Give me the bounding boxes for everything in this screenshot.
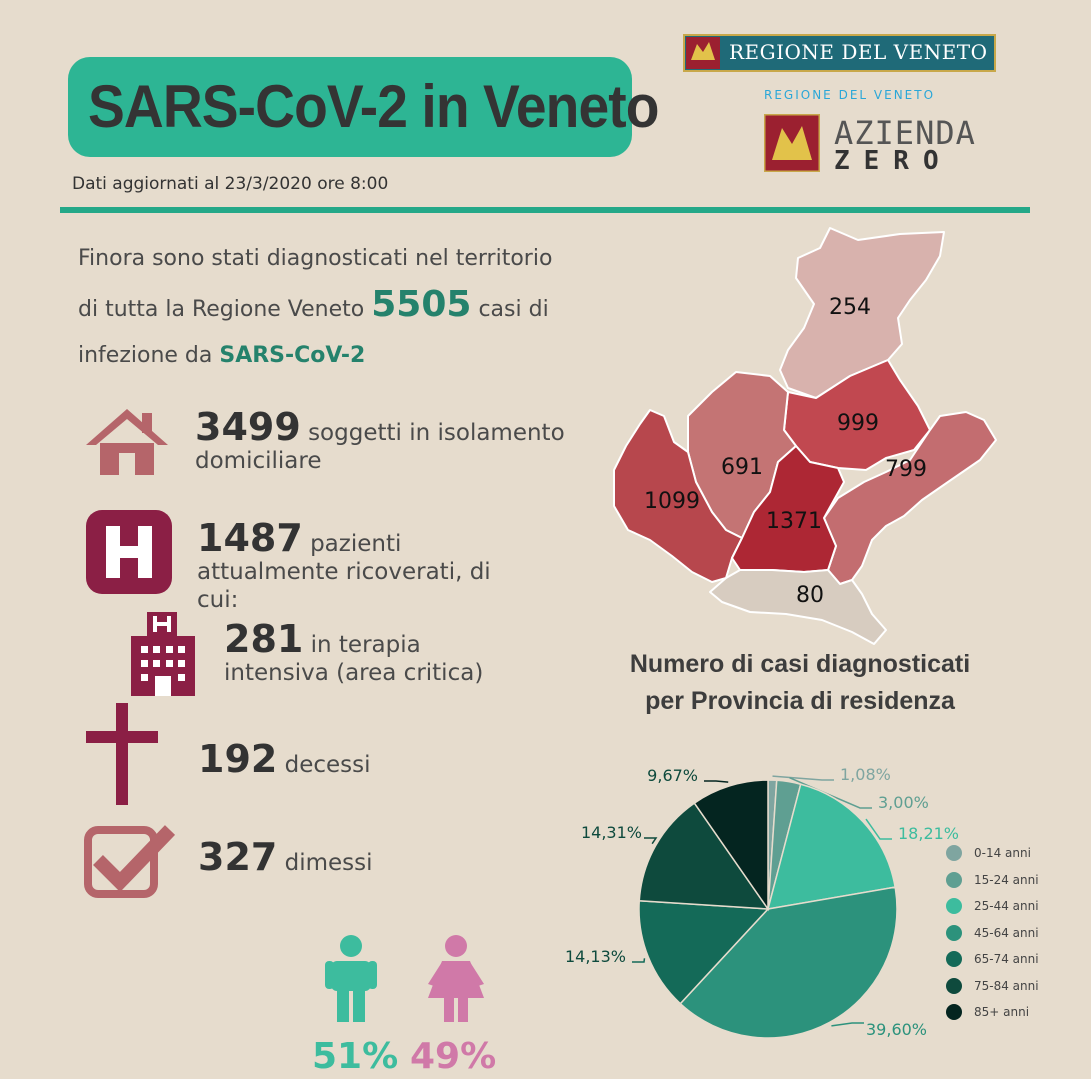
intro-line-3: infezione da SARS-CoV-2 bbox=[78, 343, 366, 368]
female-percentage: 49% bbox=[410, 1036, 497, 1077]
pie-label-45-64-anni: 39,60% bbox=[866, 1020, 928, 1039]
intro-line-1: Finora sono stati diagnosticati nel territorio bbox=[78, 246, 553, 271]
legend-item bbox=[946, 973, 1046, 1000]
legend-swatch bbox=[946, 872, 962, 888]
map-label-rovigo: 80 bbox=[796, 583, 824, 608]
regione-logo-text: REGIONE DEL VENETO bbox=[729, 40, 988, 64]
legend-item bbox=[946, 867, 1046, 894]
legend-swatch bbox=[946, 1004, 962, 1020]
pie-label-25-44-anni: 18,21% bbox=[898, 824, 960, 843]
legend-item bbox=[946, 840, 1046, 867]
pie-label-15-24-anni: 3,00% bbox=[878, 793, 929, 812]
checkmark-icon bbox=[84, 820, 176, 900]
pie-label-0-14-anni: 1,08% bbox=[840, 765, 891, 784]
map-label-verona: 1099 bbox=[644, 489, 700, 514]
map-label-vicenza: 691 bbox=[721, 455, 763, 480]
legend-swatch bbox=[946, 898, 962, 914]
veneto-map bbox=[600, 220, 1020, 650]
azienda-logo-top: REGIONE DEL VENETO bbox=[764, 88, 936, 102]
male-icon bbox=[323, 934, 379, 1022]
deaths-value: 192 bbox=[198, 737, 278, 781]
pie-label-75-84-anni: 14,31% bbox=[580, 823, 642, 842]
update-timestamp: Dati aggiornati al 23/3/2020 ore 8:00 bbox=[72, 174, 389, 194]
virus-name: SARS-CoV-2 bbox=[219, 343, 366, 368]
pie-leader-line bbox=[644, 838, 656, 844]
total-cases: 5505 bbox=[371, 284, 472, 325]
azienda-logo-line1: AZIENDA bbox=[834, 114, 976, 152]
regione-veneto-logo bbox=[683, 34, 996, 72]
hospital-building-icon bbox=[129, 612, 197, 696]
map-label-venezia: 799 bbox=[885, 457, 927, 482]
header-divider bbox=[60, 207, 1030, 213]
cross-icon bbox=[86, 703, 158, 805]
hospital-icon bbox=[86, 510, 172, 594]
legend-item bbox=[946, 999, 1046, 1026]
pie-leader-line bbox=[632, 958, 644, 962]
discharged-value: 327 bbox=[198, 835, 278, 879]
legend-label: 45-64 anni bbox=[974, 925, 1039, 940]
page-title: SARS-CoV-2 in Veneto bbox=[88, 73, 659, 140]
isolation-stat: 3499 soggetti in isolamento domiciliare bbox=[195, 405, 565, 474]
hospital-value: 1487 bbox=[197, 516, 303, 560]
female-icon bbox=[424, 934, 488, 1022]
legend-item bbox=[946, 893, 1046, 920]
hospital-stat: 1487 pazienti attualmente ricoverati, di cui: bbox=[197, 516, 491, 613]
icu-stat: 281 in terapia intensiva (area critica) bbox=[224, 617, 484, 686]
pie-label-65-74-anni: 14,13% bbox=[564, 947, 626, 966]
legend-item bbox=[946, 946, 1046, 973]
legend-label: 0-14 anni bbox=[974, 846, 1031, 861]
legend-swatch bbox=[946, 951, 962, 967]
legend-swatch bbox=[946, 978, 962, 994]
discharged-stat: 327 dimessi bbox=[198, 835, 373, 879]
map-label-treviso: 999 bbox=[837, 411, 879, 436]
deaths-stat: 192 decessi bbox=[198, 737, 371, 781]
intro-line-2: di tutta la Regione Veneto 5505 casi di bbox=[78, 284, 549, 325]
legend-label: 25-44 anni bbox=[974, 899, 1039, 914]
intro-paragraph bbox=[78, 236, 618, 379]
isolation-value: 3499 bbox=[195, 405, 301, 449]
legend-label: 65-74 anni bbox=[974, 952, 1039, 967]
legend-label: 15-24 anni bbox=[974, 872, 1039, 887]
age-pie-chart bbox=[540, 750, 980, 1050]
legend-label: 75-84 anni bbox=[974, 978, 1039, 993]
legend-swatch bbox=[946, 845, 962, 861]
azienda-zero-logo bbox=[764, 88, 976, 178]
pie-leader-line bbox=[704, 781, 728, 782]
pie-leader-line bbox=[773, 776, 834, 780]
male-percentage: 51% bbox=[312, 1036, 399, 1077]
map-label-belluno: 254 bbox=[829, 295, 871, 320]
azienda-logo-line2: ZERO bbox=[834, 146, 953, 176]
pie-legend bbox=[946, 840, 1046, 1026]
legend-swatch bbox=[946, 925, 962, 941]
pie-leader-line bbox=[831, 1023, 864, 1026]
legend-item bbox=[946, 920, 1046, 947]
pie-chart-title: Numero di casi diagnosticati per Provincia di residenza bbox=[629, 650, 971, 715]
home-icon bbox=[84, 405, 170, 477]
icu-value: 281 bbox=[224, 617, 304, 661]
map-label-padova: 1371 bbox=[766, 509, 822, 534]
pie-label-85-anni: 9,67% bbox=[647, 766, 698, 785]
legend-label: 85+ anni bbox=[974, 1005, 1030, 1020]
